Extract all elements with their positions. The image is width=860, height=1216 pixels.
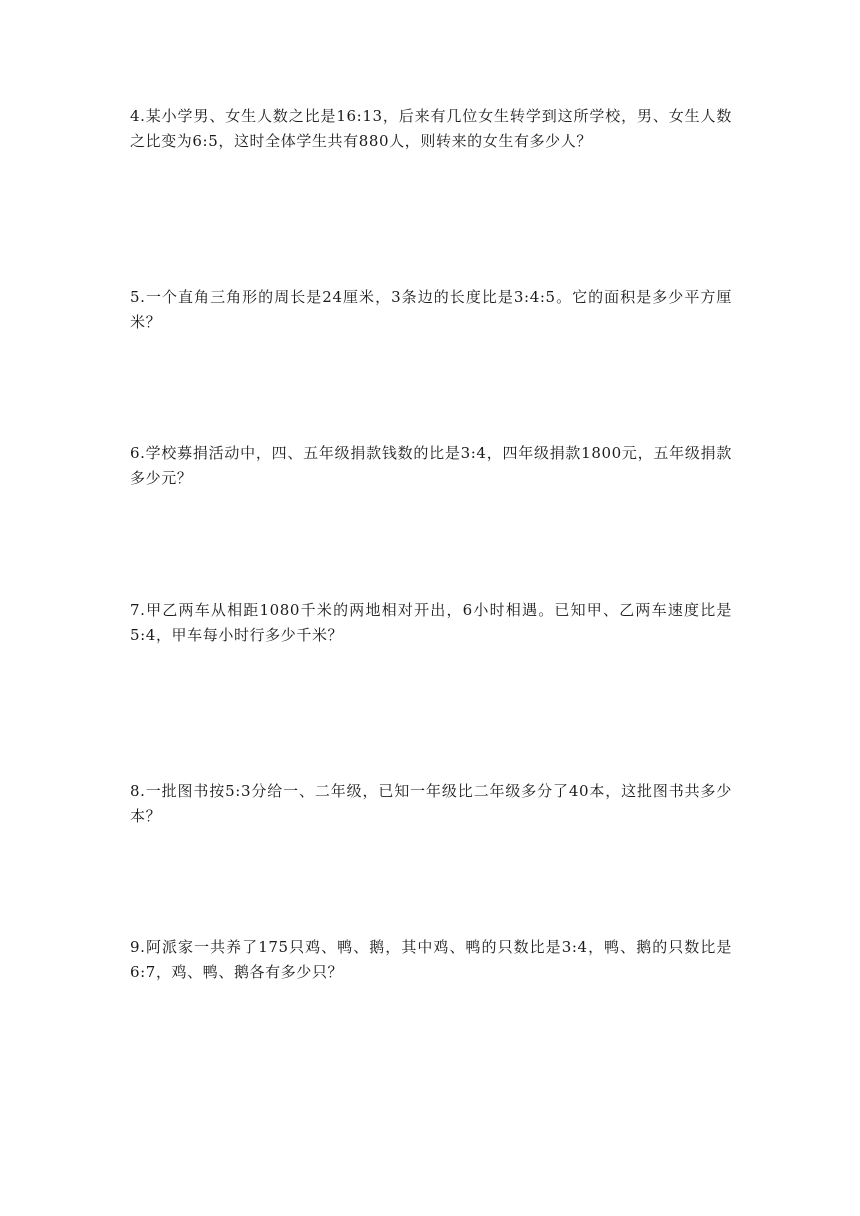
problem-text: 学校募捐活动中，四、五年级捐款钱数的比是3:4，四年级捐款1800元，五年级捐款多少元？: [130, 444, 732, 487]
problem-5: [130, 285, 732, 335]
problem-6: [130, 441, 732, 491]
problem-9: [130, 935, 732, 985]
problem-text: 一个直角三角形的周长是24厘米，3条边的长度比是3:4:5。它的面积是多少平方厘米？: [130, 288, 732, 331]
problem-text: 一批图书按5:3分给一、二年级，已知一年级比二年级多分了40本，这批图书共多少本？: [130, 782, 732, 825]
problem-number: 9.: [130, 938, 146, 956]
problem-number: 4.: [130, 107, 146, 125]
problem-8: [130, 779, 732, 829]
problem-text: 阿派家一共养了175只鸡、鸭、鹅，其中鸡、鸭的只数比是3:4，鸭、鹅的只数比是6:7，鸡、鸭、鹅各有多少只？: [130, 938, 732, 981]
problem-7: [130, 598, 732, 648]
problem-number: 7.: [130, 601, 146, 619]
problem-number: 8.: [130, 782, 146, 800]
problem-text: 某小学男、女生人数之比是16:13，后来有几位女生转学到这所学校，男、女生人数之比变为6:5，这时全体学生共有880人，则转来的女生有多少人？: [130, 107, 732, 150]
problem-number: 5.: [130, 288, 146, 306]
problem-4: [130, 104, 732, 154]
problem-number: 6.: [130, 444, 146, 462]
problem-text: 甲乙两车从相距1080千米的两地相对开出，6小时相遇。已知甲、乙两车速度比是5:4，甲车每小时行多少千米？: [130, 601, 732, 644]
